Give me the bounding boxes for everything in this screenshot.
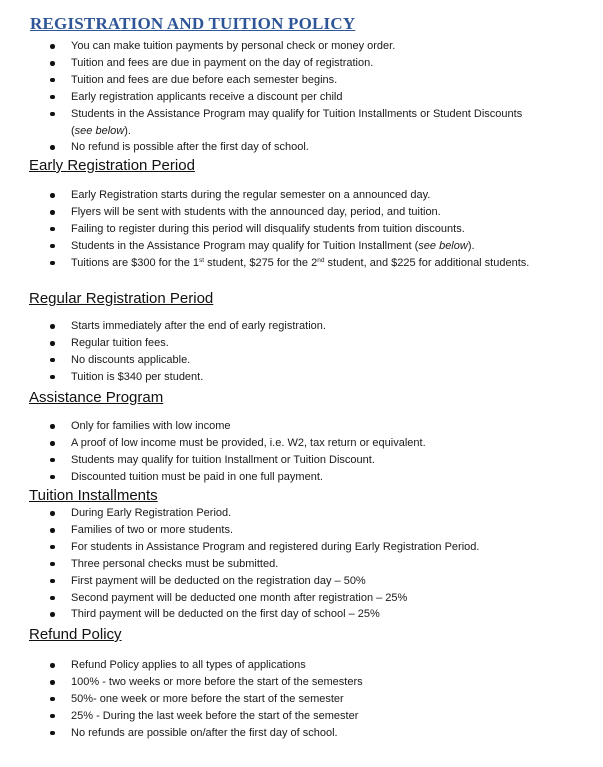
list-item: 100% - two weeks or more before the start of the semesters: [0, 674, 603, 691]
early-registration-list: [0, 187, 603, 272]
list-item: Three personal checks must be submitted.: [0, 556, 603, 573]
section-heading-refund-policy: Refund Policy: [29, 626, 122, 643]
list-item: Students in the Assistance Program may qualify for Tuition Installment (see below).: [0, 238, 603, 255]
section-heading-regular-registration: Regular Registration Period: [29, 290, 214, 307]
tuition-installments-list: [0, 505, 603, 623]
section-heading-assistance-program: Assistance Program: [29, 389, 164, 406]
list-item: A proof of low income must be provided, i.e. W2, tax return or equivalent.: [0, 435, 603, 452]
list-item: Tuition and fees are due before each semester begins.: [0, 72, 603, 89]
list-item: Discounted tuition must be paid in one full payment.: [0, 469, 603, 486]
list-item: Early Registration starts during the regular semester on a announced day.: [0, 187, 603, 204]
list-item: Starts immediately after the end of early registration.: [0, 318, 603, 335]
list-item: First payment will be deducted on the registration day – 50%: [0, 573, 603, 590]
list-item: No refunds are possible on/after the first day of school.: [0, 725, 603, 742]
list-item: Tuition is $340 per student.: [0, 369, 603, 386]
list-item: Third payment will be deducted on the first day of school – 25%: [0, 606, 603, 623]
list-item: Only for families with low income: [0, 418, 603, 435]
list-item-continuation: (see below).: [71, 124, 131, 137]
see-below-reference: see below: [74, 124, 125, 137]
list-item: [0, 106, 603, 140]
list-item: 25% - During the last week before the start of the semester: [0, 708, 603, 725]
list-item: You can make tuition payments by personal check or money order.: [0, 38, 603, 55]
list-item: No refund is possible after the first day of school.: [0, 139, 603, 156]
list-item: No discounts applicable.: [0, 352, 603, 369]
intro-list: [0, 38, 603, 156]
document-title: REGISTRATION AND TUITION POLICY: [30, 14, 356, 33]
list-item: Second payment will be deducted one month after registration – 25%: [0, 590, 603, 607]
list-item: Families of two or more students.: [0, 522, 603, 539]
list-item: Flyers will be sent with students with the announced day, period, and tuition.: [0, 204, 603, 221]
refund-policy-list: [0, 657, 603, 742]
list-item: Refund Policy applies to all types of applications: [0, 657, 603, 674]
section-heading-tuition-installments: Tuition Installments: [29, 487, 158, 504]
section-heading-early-registration: Early Registration Period: [29, 157, 195, 174]
list-item: Failing to register during this period will disqualify students from tuition discounts.: [0, 221, 603, 238]
list-item: Students may qualify for tuition Installment or Tuition Discount.: [0, 452, 603, 469]
list-item: During Early Registration Period.: [0, 505, 603, 522]
list-item: For students in Assistance Program and registered during Early Registration Period.: [0, 539, 603, 556]
assistance-program-list: [0, 418, 603, 486]
list-item-text: Students in the Assistance Program may qualify for Tuition Installments or Student Discounts: [71, 107, 523, 120]
list-item: Regular tuition fees.: [0, 335, 603, 352]
regular-registration-list: [0, 318, 603, 386]
list-item: 50%- one week or more before the start of the semester: [0, 691, 603, 708]
see-below-reference: see below: [418, 239, 468, 252]
list-item: Tuition and fees are due in payment on the day of registration.: [0, 55, 603, 72]
list-item: Early registration applicants receive a discount per child: [0, 89, 603, 106]
list-item: Tuitions are $300 for the 1st student, $275 for the 2nd student, and $225 for additional students.: [0, 255, 603, 272]
